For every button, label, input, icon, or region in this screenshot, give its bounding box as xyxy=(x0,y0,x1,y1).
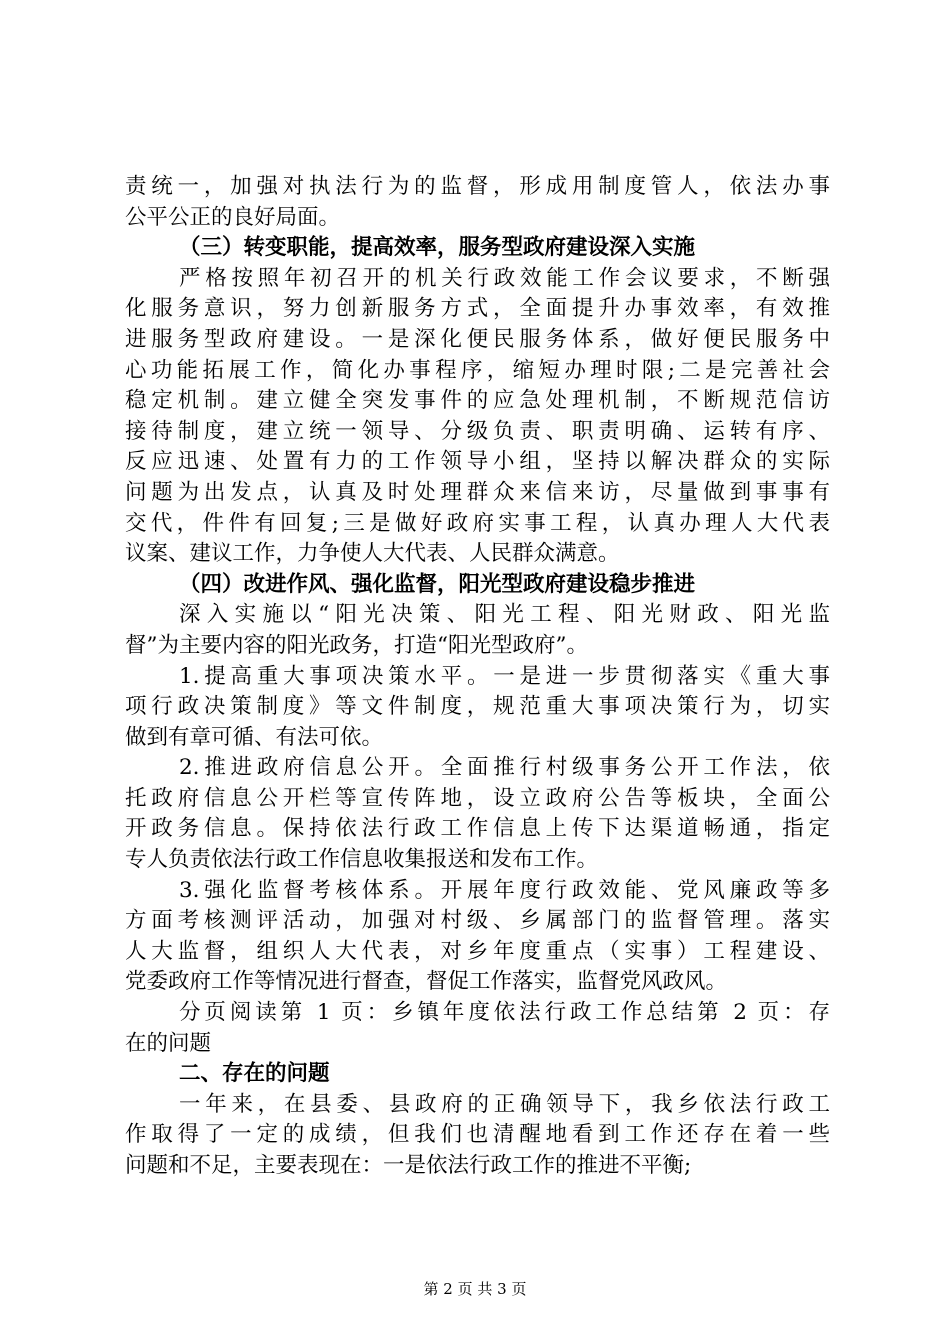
paragraph xyxy=(125,264,830,570)
text-line: 督”为主要内容的阳光政务，打造“阳光型政府”。 xyxy=(125,632,588,658)
text-line: 1.提高重大事项决策水平。一是进一步贯彻落实《重大事 xyxy=(179,663,830,689)
text-line: （四）改进作风、强化监督，阳光型政府建设稳步推进 xyxy=(179,571,696,597)
document-body xyxy=(125,172,830,1182)
text-line: 责统一，加强对执法行为的监督，形成用制度管人，依法办事 xyxy=(125,174,830,199)
paragraph xyxy=(125,662,830,754)
section-heading xyxy=(125,1059,830,1090)
text-line: （三）转变职能，提高效率，服务型政府建设深入实施 xyxy=(179,235,696,261)
paragraph xyxy=(125,1090,830,1182)
text-line: 进服务型政府建设。一是深化便民服务体系，做好便民服务中 xyxy=(125,326,830,352)
text-line: 分页阅读第 1 页：乡镇年度依法行政工作总结第 2 页：存 xyxy=(179,1000,830,1026)
text-line: 项行政决策制度》等文件制度，规范重大事项决策行为，切实 xyxy=(125,694,830,720)
paragraph xyxy=(125,753,830,875)
text-line: 一年来，在县委、县政府的正确领导下，我乡依法行政工 xyxy=(179,1091,830,1117)
paragraph xyxy=(125,876,830,998)
text-line: 深入实施以“阳光决策、阳光工程、阳光财政、阳光监 xyxy=(179,602,830,628)
paragraph xyxy=(125,600,830,661)
text-line: 严格按照年初召开的机关行政效能工作会议要求，不断强 xyxy=(179,265,830,291)
text-line: 反应迅速、处置有力的工作领导小组，坚持以解决群众的实际 xyxy=(125,449,830,475)
text-line: 开政务信息。保持依法行政工作信息上传下达渠道畅通，指定 xyxy=(125,816,830,842)
text-line: 方面考核测评活动，加强对村级、乡属部门的监督管理。落实 xyxy=(125,908,830,934)
section-heading xyxy=(125,570,830,601)
text-line: 2.推进政府信息公开。全面推行村级事务公开工作法，依 xyxy=(179,755,830,781)
text-line: 稳定机制。建立健全突发事件的应急处理机制，不断规范信访 xyxy=(125,388,830,414)
text-line: 在的问题 xyxy=(125,1030,212,1056)
page-footer: 第 2 页 共 3 页 xyxy=(423,1280,527,1298)
text-line: 心功能拓展工作，简化办事程序，缩短办理时限;二是完善社会 xyxy=(125,357,830,383)
text-line: 做到有章可循、有法可依。 xyxy=(125,724,384,750)
text-line: 问题为出发点，认真及时处理群众来信来访，尽量做到事事有 xyxy=(125,479,830,505)
paragraph xyxy=(125,172,830,233)
text-line: 专人负责依法行政工作信息收集报送和发布工作。 xyxy=(125,847,599,873)
text-line: 议案、建议工作，力争使人大代表、人民群众满意。 xyxy=(125,541,620,567)
text-line: 二、存在的问题 xyxy=(179,1061,330,1087)
text-line: 作取得了一定的成绩，但我们也清醒地看到工作还存在着一些 xyxy=(125,1122,830,1148)
text-line: 化服务意识，努力创新服务方式，全面提升办事效率，有效推 xyxy=(125,296,830,322)
section-heading xyxy=(125,233,830,264)
text-line: 托政府信息公开栏等宣传阵地，设立政府公告等板块，全面公 xyxy=(125,785,830,811)
text-line: 公平公正的良好局面。 xyxy=(125,204,341,230)
text-line: 人大监督，组织人大代表，对乡年度重点（实事）工程建设、 xyxy=(125,938,830,964)
text-line: 交代，件件有回复;三是做好政府实事工程，认真办理人大代表 xyxy=(125,510,830,536)
text-line: 问题和不足，主要表现在：一是依法行政工作的推进不平衡; xyxy=(125,1153,692,1178)
paragraph xyxy=(125,998,830,1059)
text-line: 接待制度，建立统一领导、分级负责、职责明确、运转有序、 xyxy=(125,418,830,444)
text-line: 党委政府工作等情况进行督查，督促工作落实，监督党风政风。 xyxy=(125,969,728,995)
text-line: 3.强化监督考核体系。开展年度行政效能、党风廉政等多 xyxy=(179,877,830,903)
